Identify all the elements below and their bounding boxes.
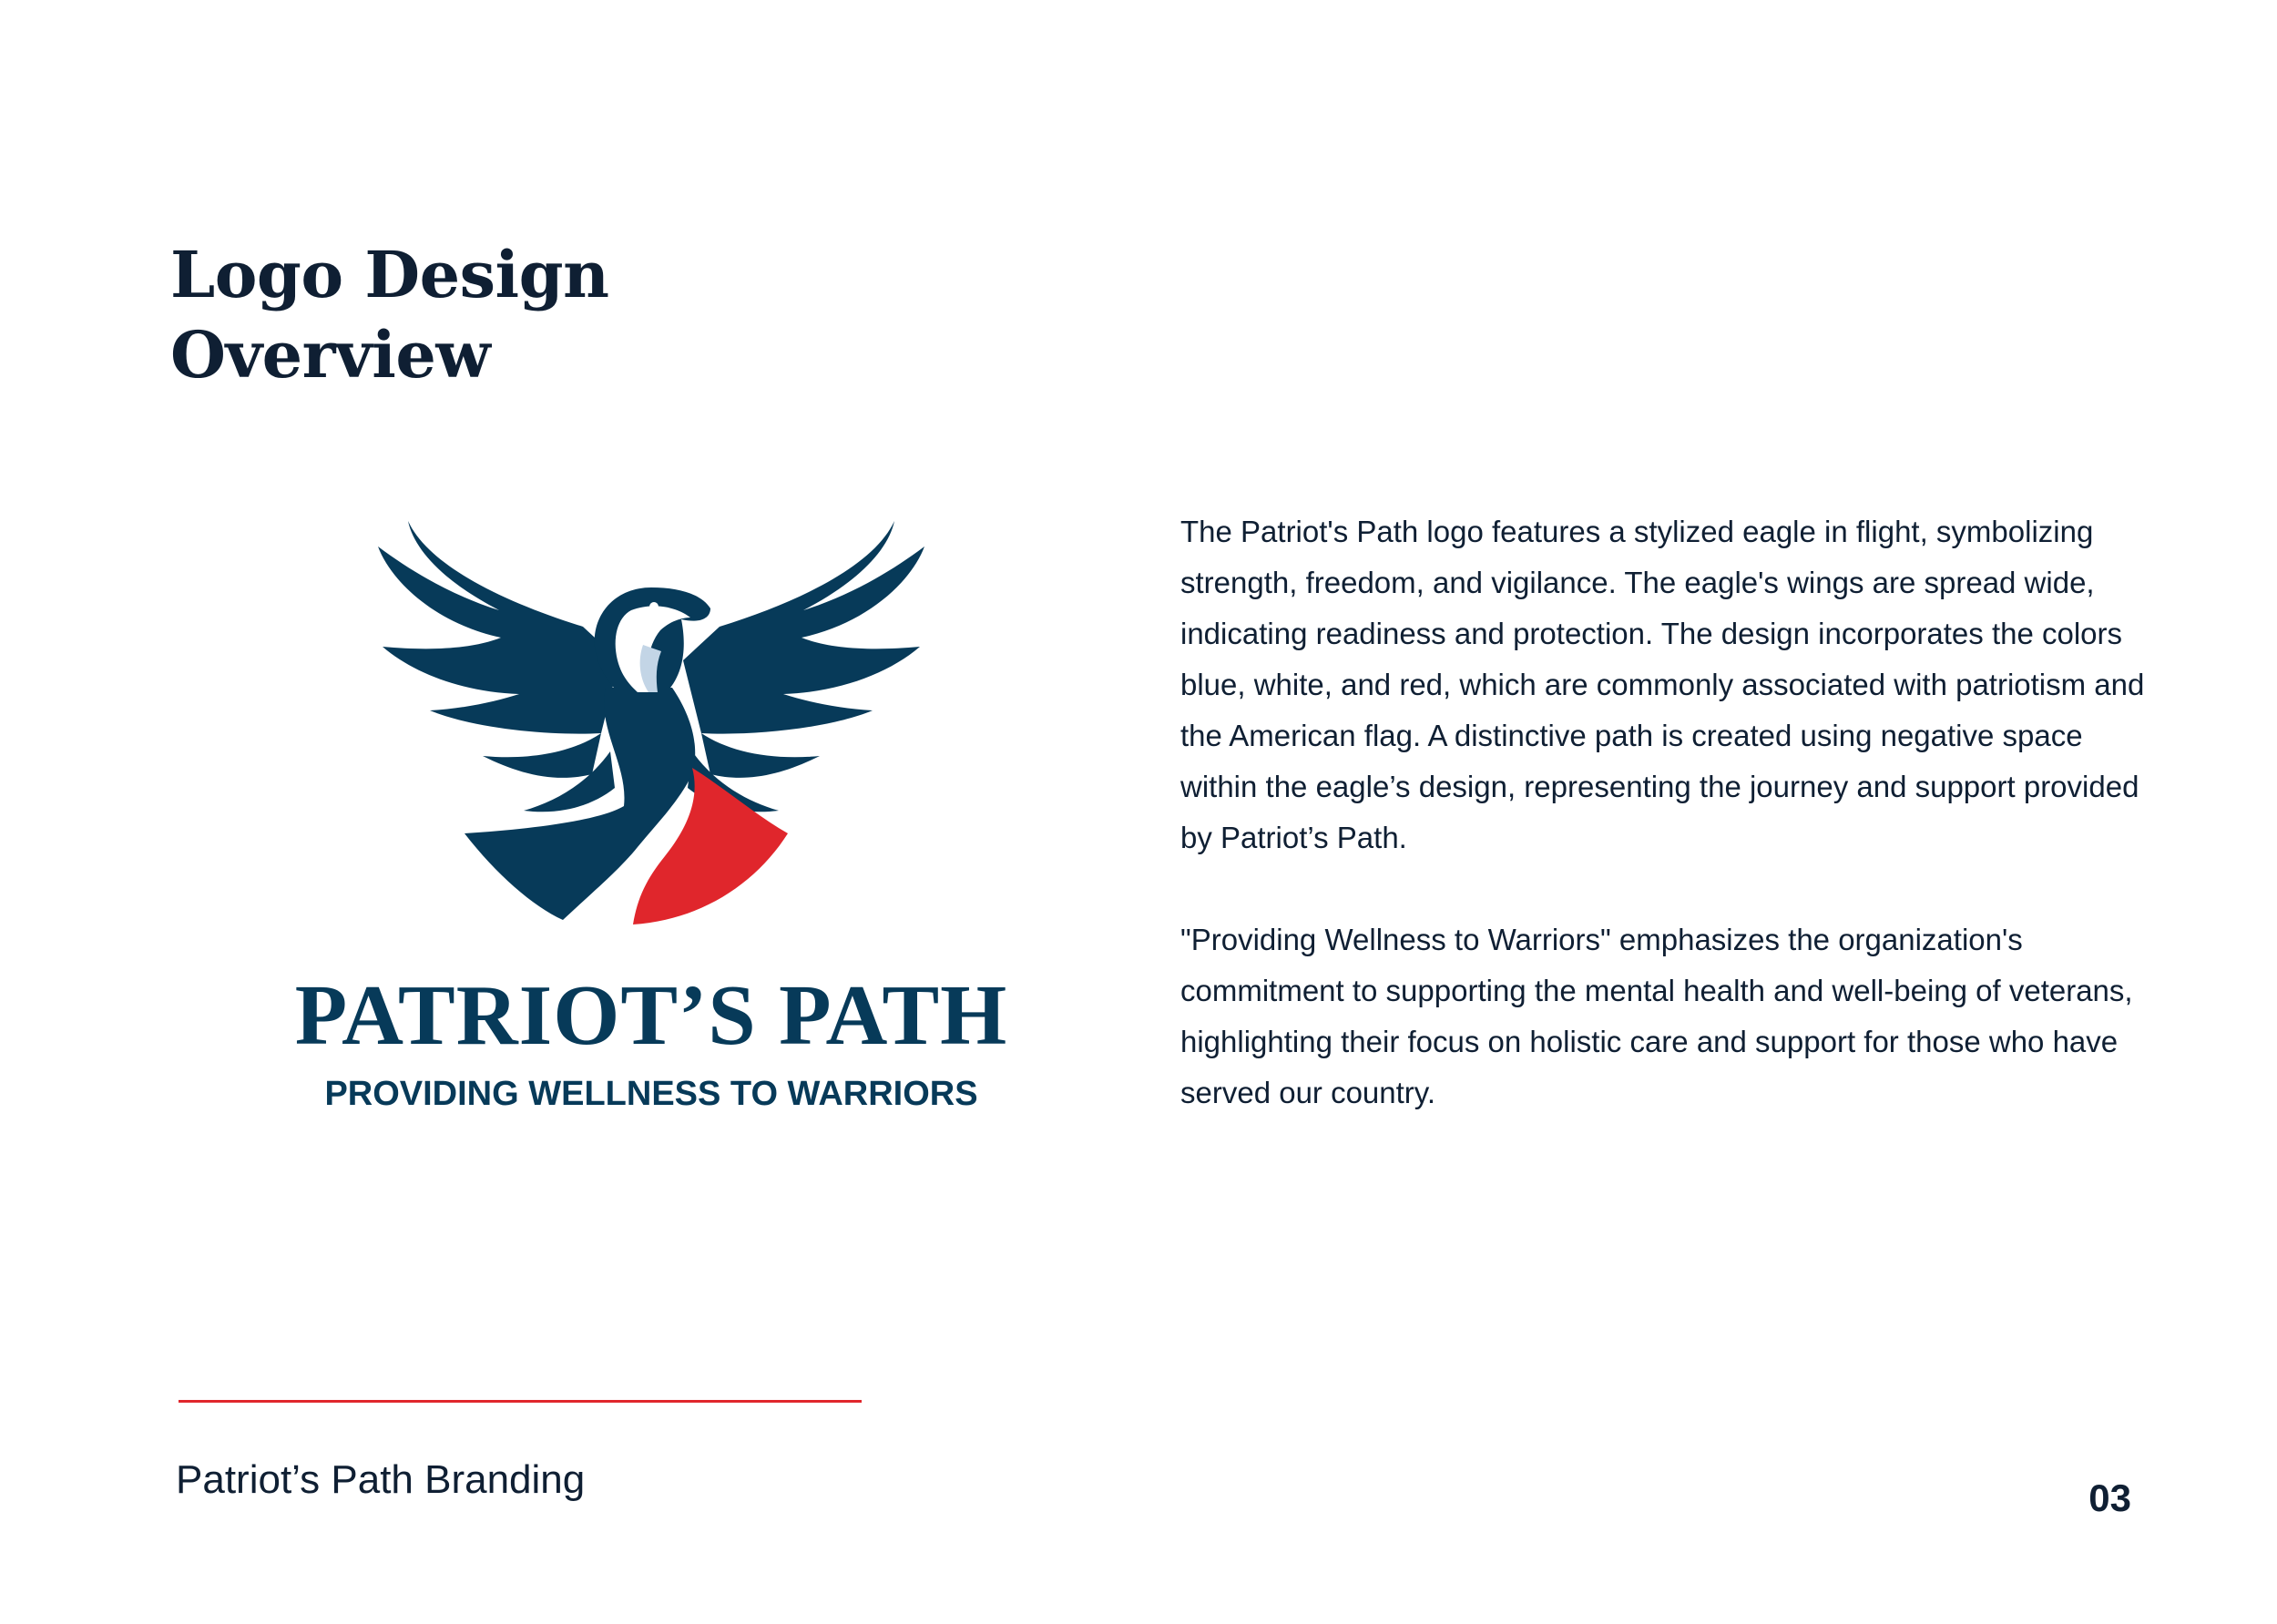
page-title-line-2: Overview [170, 317, 491, 393]
logo [273, 510, 1029, 1129]
description-paragraph: The Patriot's Path logo features a stylized eagle in flight, symbolizing strength, freedom, and vigilance. The eagle's wings are spread wide, indicating readiness and protection. The design incorporates the colors blue, white, and red, which are commonly associated with patriotism and the American flag. A distinctive path is created using negative space within the eagle’s design, representing the journey and support provided by Patriot’s Path. [1180, 515, 2145, 854]
logo-tagline: PROVIDING WELLNESS TO WARRIORS [324, 1075, 978, 1113]
page-title [170, 235, 609, 395]
logo-wordmark: PATRIOT’S PATH [294, 968, 1008, 1063]
description [1180, 506, 2146, 1169]
description-paragraph: "Providing Wellness to Warriors" emphasizes the organization's commitment to supporting the mental health and well-being of veterans, highlighting their focus on holistic care and support for those who have served our country. [1180, 923, 2133, 1109]
footer-label: Patriot’s Path Branding [176, 1457, 586, 1502]
page-title-line-1: Logo Design [170, 237, 609, 312]
eagle-icon [328, 510, 975, 938]
footer-divider [179, 1400, 862, 1403]
page-number: 03 [2088, 1476, 2131, 1519]
